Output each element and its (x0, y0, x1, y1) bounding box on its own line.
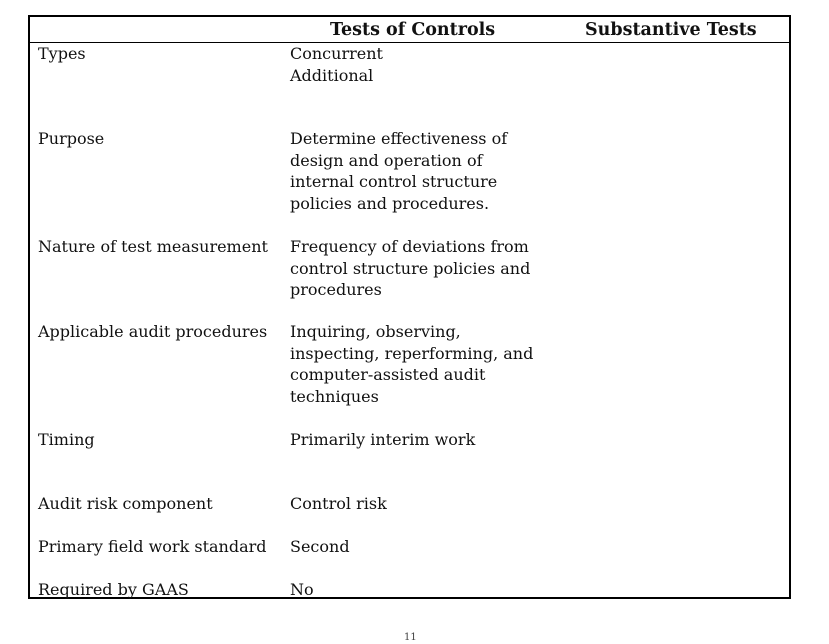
value-line: inspecting, reperforming, and (290, 343, 534, 363)
value-line: Frequency of deviations from (290, 237, 529, 256)
value-line: control structure policies and (290, 258, 531, 278)
row-label-nature: Nature of test measurement (38, 237, 268, 256)
header-substantive-tests: Substantive Tests (585, 20, 757, 40)
page-number: 11 (404, 632, 417, 643)
value-line: Control risk (290, 494, 387, 513)
value-line: No (290, 580, 314, 599)
header-tests-of-controls: Tests of Controls (330, 20, 496, 40)
row-value-risk (290, 493, 387, 515)
value-line: Additional (290, 65, 374, 85)
row-value-types (290, 43, 383, 86)
value-line: Concurrent (290, 44, 383, 63)
row-label-timing: Timing (38, 430, 95, 449)
row-label-types: Types (38, 44, 86, 63)
row-value-gaas (290, 579, 314, 601)
row-label-gaas: Required by GAAS (38, 580, 189, 599)
value-line: policies and procedures. (290, 193, 490, 213)
comparison-table (28, 15, 791, 599)
row-value-nature (290, 236, 530, 301)
row-value-procedures (290, 321, 533, 407)
row-label-standard: Primary field work standard (38, 537, 267, 556)
value-line: techniques (290, 386, 379, 406)
value-line: Primarily interim work (290, 430, 476, 449)
row-label-risk: Audit risk component (38, 494, 213, 513)
row-label-purpose: Purpose (38, 129, 105, 148)
value-line: procedures (290, 280, 382, 299)
value-line: design and operation of (290, 150, 483, 170)
row-value-standard (290, 536, 350, 558)
row-value-timing (290, 429, 475, 451)
value-line: Inquiring, observing, (290, 322, 461, 341)
header-divider (30, 42, 789, 43)
value-line: Second (290, 537, 350, 556)
value-line: Determine effectiveness of (290, 129, 508, 148)
value-line: internal control structure (290, 172, 498, 191)
row-value-purpose (290, 128, 507, 214)
value-line: computer-assisted audit (290, 365, 486, 384)
row-label-procedures: Applicable audit procedures (38, 322, 268, 341)
